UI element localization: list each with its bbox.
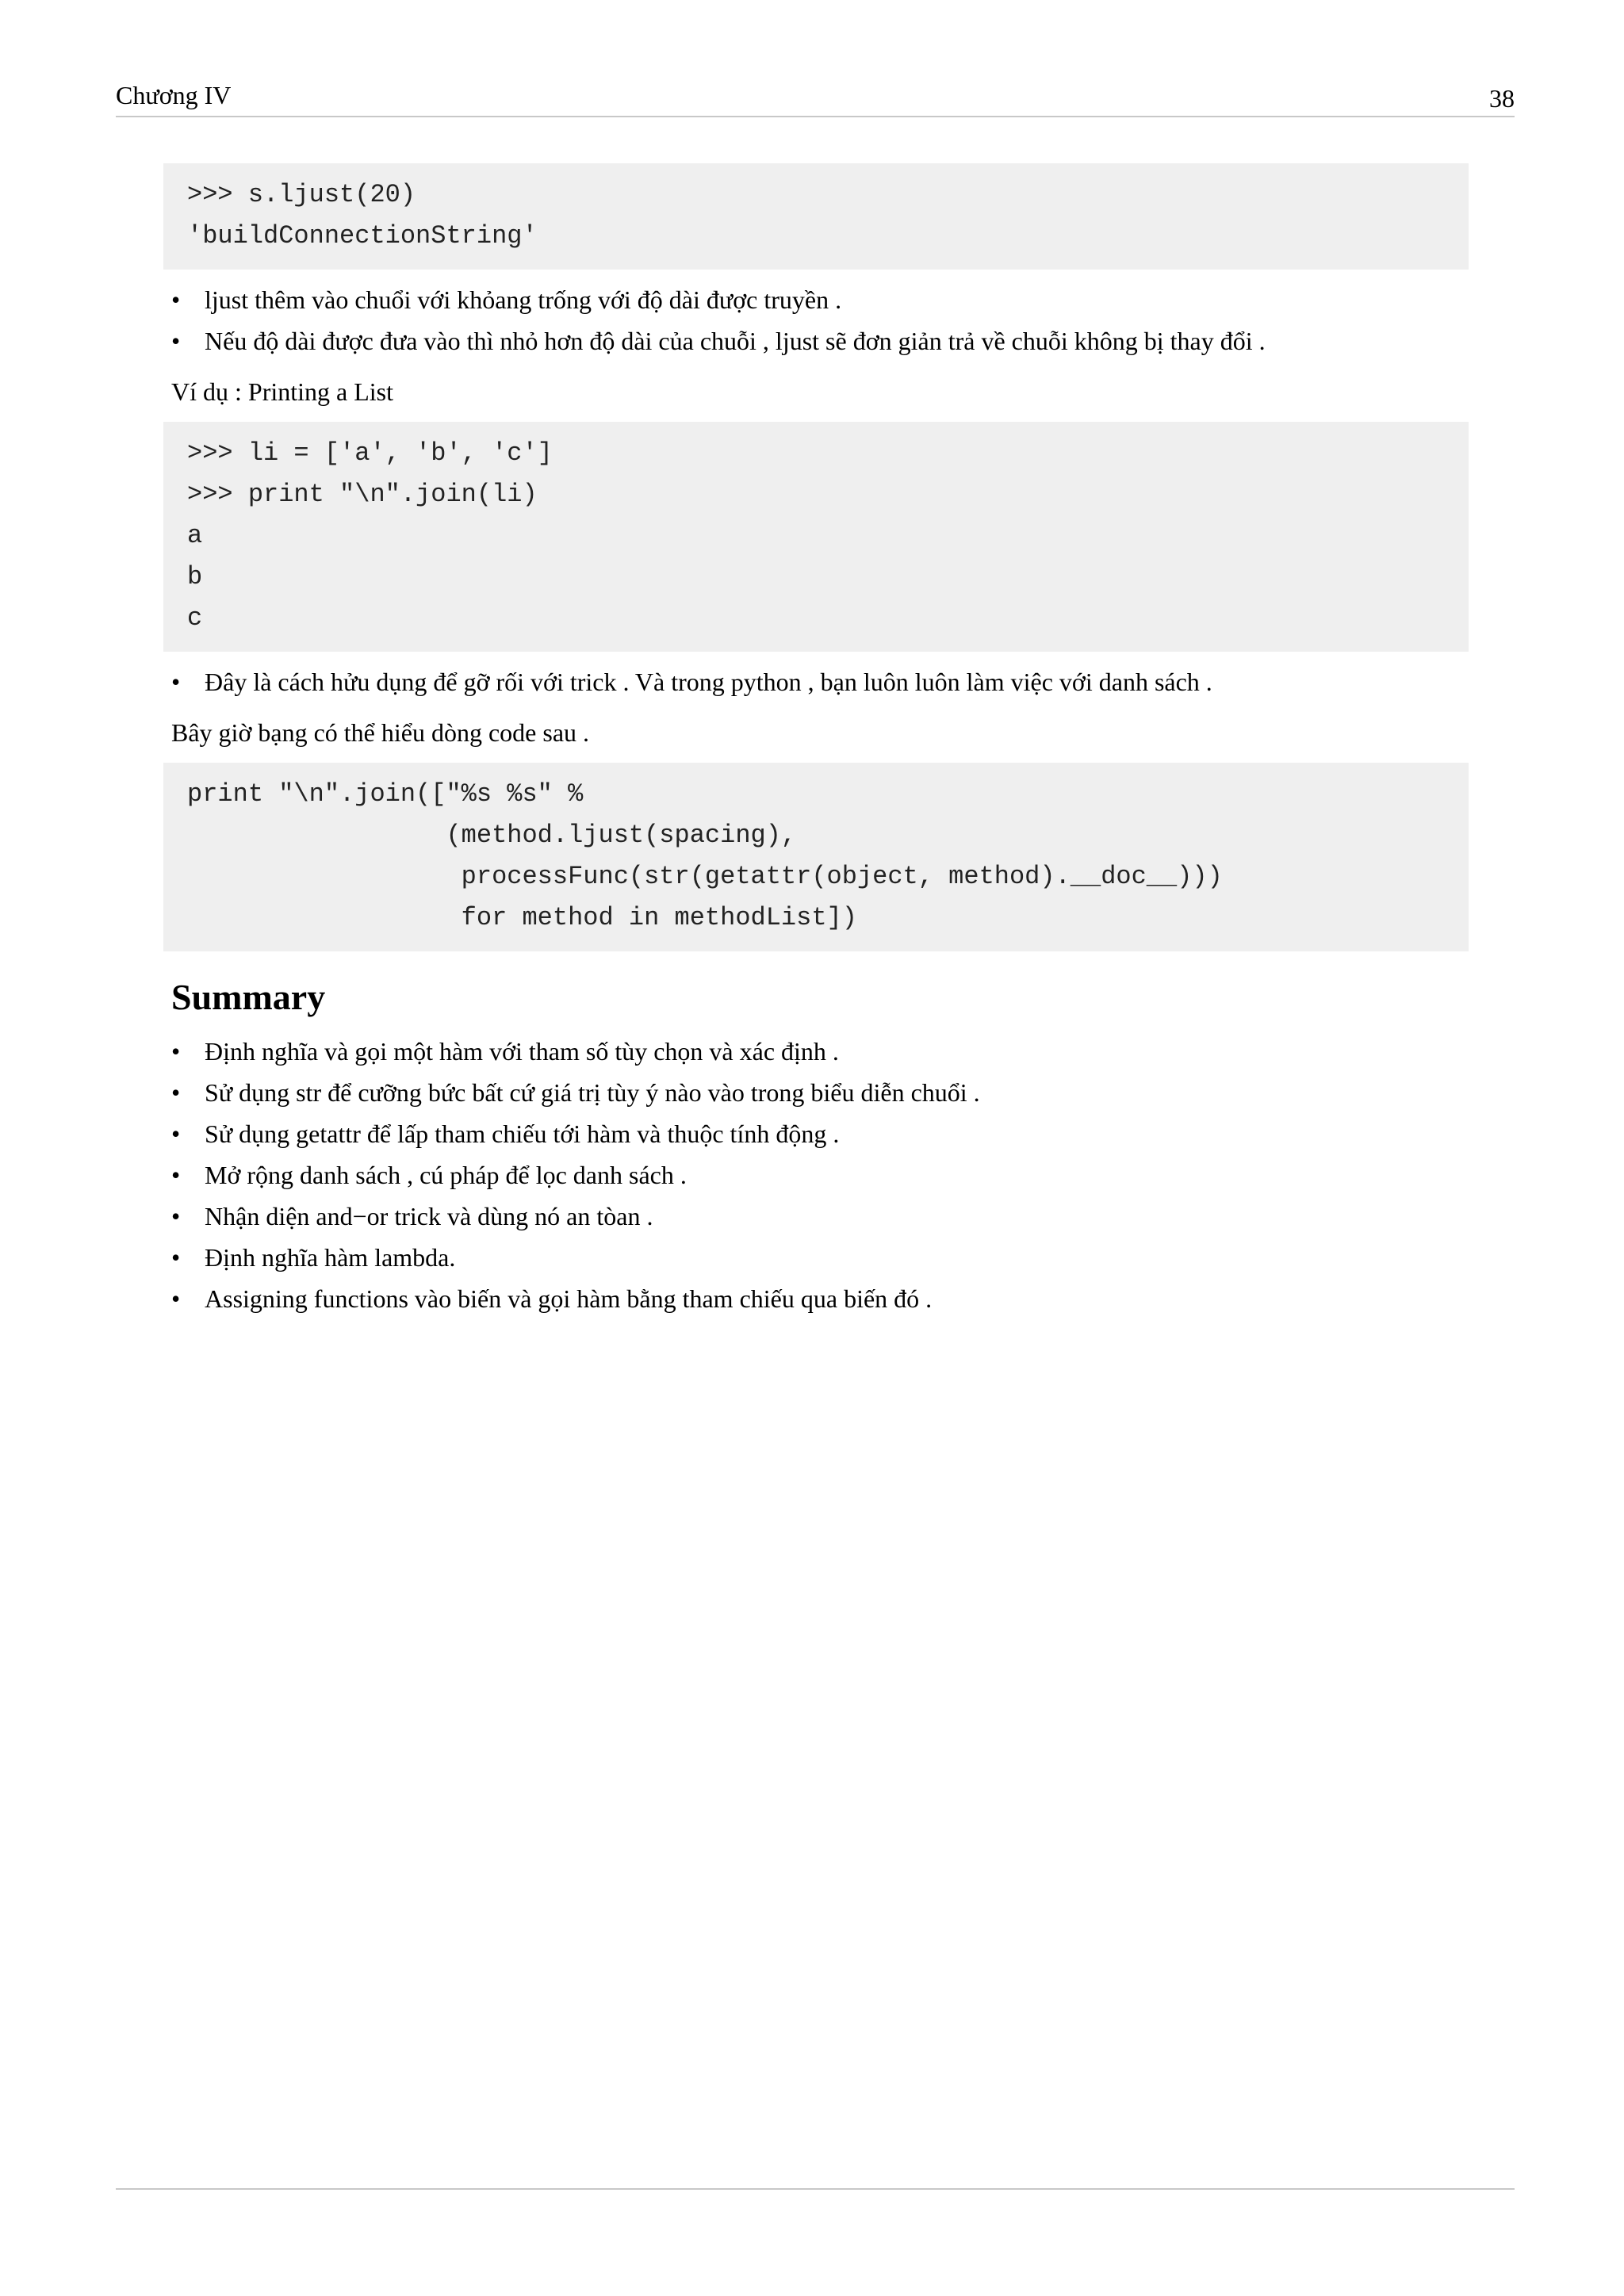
bullet-icon: • [171,1161,181,1189]
list-item-text: Assigning functions vào biến và gọi hàm bằng tham chiếu qua biến đó . [205,1284,933,1313]
list-item [163,320,1469,362]
bullet-list-trick [163,661,1469,702]
code-block-join [163,763,1469,951]
list-item [163,1278,1469,1319]
code-block-ljust [163,163,1469,270]
bullet-icon: • [171,1284,181,1313]
intro-line: Bây giờ bạng có thể hiểu dòng code sau . [171,718,590,747]
list-item [163,1072,1469,1113]
list-item [163,279,1469,320]
list-item [163,1196,1469,1237]
page-content [163,163,1469,1319]
code-line: >>> print "\n".join(li) [187,480,538,509]
bullet-icon: • [171,668,181,696]
list-item-text: ljust thêm vào chuổi với khỏang trống với độ dài được truyền . [205,285,842,314]
page-header [116,76,1515,117]
list-item [163,1154,1469,1196]
code-line: c [187,603,203,633]
list-item-text: Sử dụng getattr để lấp tham chiếu tới hàm và thuộc tính động . [205,1119,840,1148]
chapter-title: Chương IV [116,81,232,109]
list-item [163,1031,1469,1072]
code-line: processFunc(str(getattr(object, method).__doc__))) [187,862,1223,891]
list-item [163,1113,1469,1154]
list-item-text: Nhận diện and−or trick và dùng nó an tòan . [205,1202,653,1230]
list-item [163,1237,1469,1278]
bullet-icon: • [171,1202,181,1230]
code-line: for method in methodList]) [187,903,857,932]
code-line: a [187,521,203,550]
summary-list [163,1031,1469,1319]
page-number: 38 [1489,84,1515,113]
code-line: >>> s.ljust(20) [187,180,416,209]
list-item-text: Mở rộng danh sách , cú pháp để lọc danh sách . [205,1161,687,1189]
bullet-icon: • [171,1037,181,1066]
code-line: b [187,562,203,591]
code-line: (method.ljust(spacing), [187,821,797,850]
bullet-icon: • [171,285,181,314]
code-line: print "\n".join(["%s %s" % [187,779,584,809]
bullet-icon: • [171,1119,181,1148]
list-item [163,661,1469,702]
summary-heading: Summary [171,977,326,1017]
bullet-icon: • [171,1243,181,1272]
list-item-text: Định nghĩa hàm lambda. [205,1243,456,1272]
bullet-icon: • [171,327,181,355]
list-item-text: Sử dụng str để cưỡng bức bất cứ giá trị tùy ý nào vào trong biểu diễn chuổi . [205,1078,980,1107]
list-item-text: Nếu độ dài được đưa vào thì nhỏ hơn độ dài của chuỗi , ljust sẽ đơn giản trả về chuỗi không bị thay đổi . [205,327,1266,355]
bullet-icon: • [171,1078,181,1107]
code-block-print-list [163,422,1469,652]
list-item-text: Đây là cách hửu dụng để gỡ rối với trick . Và trong python , bạn luôn luôn làm việc với danh sách . [205,668,1212,696]
page-footer-rule [116,2188,1515,2190]
code-line: >>> li = ['a', 'b', 'c'] [187,438,553,468]
list-item-text: Định nghĩa và gọi một hàm với tham số tùy chọn và xác định . [205,1037,839,1066]
code-line: 'buildConnectionString' [187,221,538,251]
bullet-list-ljust [163,279,1469,362]
example-label: Ví dụ : Printing a List [171,377,393,406]
